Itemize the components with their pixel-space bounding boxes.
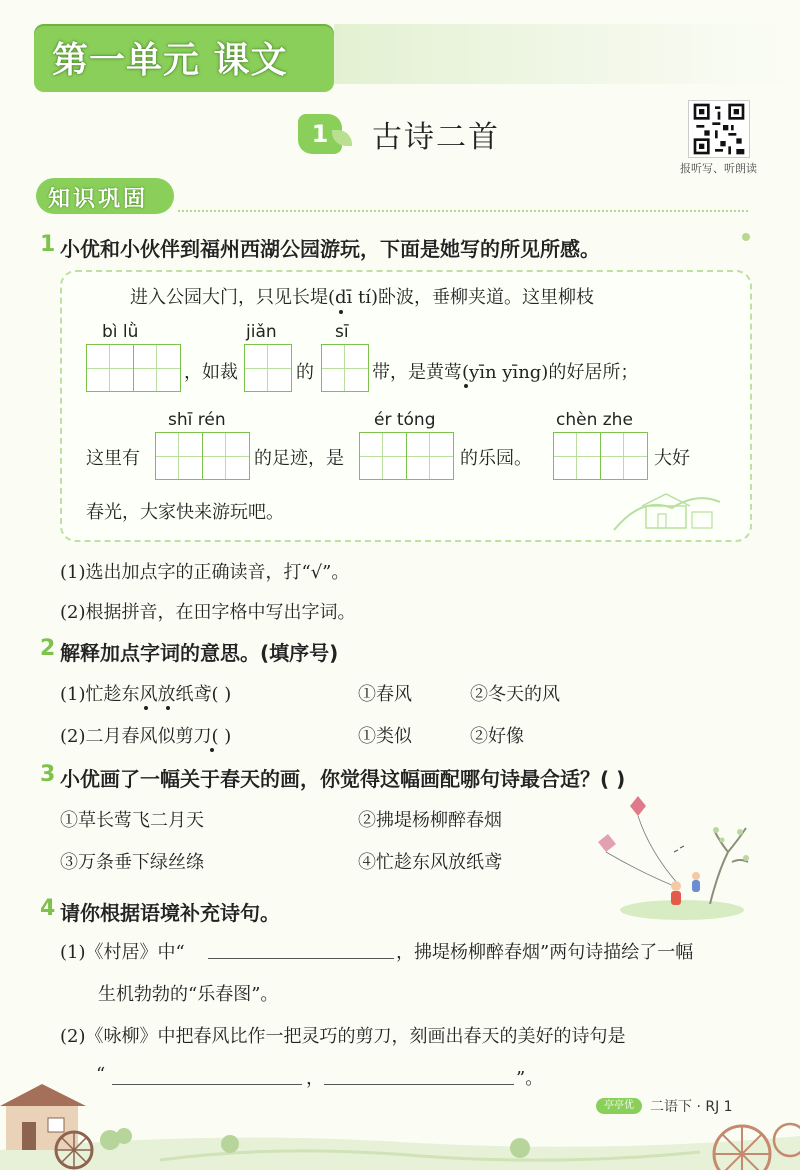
tianzige-box[interactable] — [86, 344, 134, 392]
q2-item2-opt1: ①类似 — [358, 726, 412, 747]
tianzige-box[interactable] — [321, 344, 369, 392]
lesson-number-badge: 1 — [298, 114, 342, 154]
q4-sub2-comma: ， — [306, 1068, 324, 1089]
tianzige-box[interactable] — [133, 344, 181, 392]
text-rujai: ，如裁 — [184, 362, 238, 383]
q4-sub2-open-quote: “ — [96, 1064, 106, 1085]
q2-item1-opt1: ①春风 — [358, 684, 412, 705]
tianzige-box[interactable] — [553, 432, 601, 480]
page-footer: 二语下 · RJ 1 — [650, 1099, 733, 1115]
kite-flying-illustration — [590, 792, 750, 922]
qr-caption: 报听写、听朗读 — [680, 162, 757, 175]
q2-item1-text: (1)忙趁东风放纸鸢( ) — [60, 684, 232, 705]
qr-code-icon[interactable] — [688, 100, 750, 158]
q4-sub2-text: (2)《咏柳》中把春风比作一把灵巧的剪刀，刻画出春天的美好的诗句是 — [60, 1026, 626, 1047]
q3-prompt: 小优画了一幅关于春天的画，你觉得这幅画配哪句诗最合适？( ) — [60, 767, 626, 791]
divider-dot — [742, 233, 750, 241]
q1-prompt: 小优和小伙伴到福州西湖公园游玩，下面是她写的所见所感。 — [60, 237, 600, 261]
q1-number: 1 — [40, 232, 56, 257]
text-dahao: 大好 — [654, 448, 690, 469]
emphasis-dot — [339, 310, 343, 314]
pinyin-si: sī — [335, 322, 349, 342]
tianzige-box[interactable] — [600, 432, 648, 480]
house-decoration-icon — [612, 488, 722, 532]
q2-item2-opt2: ②好像 — [470, 726, 524, 747]
q3-option-3: ③万条垂下绿丝绦 — [60, 852, 204, 873]
emphasis-dot — [166, 706, 170, 710]
pinyin-jian: jiǎn — [246, 322, 277, 342]
q4-prompt: 请你根据语境补充诗句。 — [60, 901, 280, 925]
text-zuji: 的足迹，是 — [254, 448, 344, 469]
tianzige-box[interactable] — [202, 432, 250, 480]
q3-option-4: ④忙趁东风放纸鸢 — [358, 852, 502, 873]
header-band — [334, 24, 800, 84]
q4-number: 4 — [40, 896, 56, 921]
village-scenery-illustration — [0, 1070, 800, 1170]
passage-last-line: 春光，大家快来游玩吧。 — [86, 502, 284, 523]
answer-blank[interactable] — [208, 958, 394, 959]
passage-line1: 进入公园大门，只见长堤(dī tí)卧波，垂柳夹道。这里柳枝 — [130, 287, 595, 308]
q2-item1-opt2: ②冬天的风 — [470, 684, 560, 705]
q3-option-2: ②拂堤杨柳醉春烟 — [358, 810, 502, 831]
pinyin-bilu: bì lǜ — [102, 322, 139, 342]
unit-title: 第一单元 课文 — [52, 40, 288, 81]
q3-number: 3 — [40, 762, 56, 787]
text-de: 的 — [296, 362, 314, 383]
tianzige-box[interactable] — [244, 344, 292, 392]
lesson-title: 古诗二首 — [372, 120, 500, 155]
tianzige-box[interactable] — [406, 432, 454, 480]
q4-sub2-close-quote: ”。 — [516, 1068, 544, 1089]
pinyin-shiren: shī rén — [168, 410, 226, 430]
q2-item2-text: (2)二月春风似剪刀( ) — [60, 726, 232, 747]
pinyin-ertong: ér tóng — [374, 410, 436, 430]
tianzige-box[interactable] — [359, 432, 407, 480]
emphasis-dot — [464, 384, 468, 388]
section-divider — [178, 210, 748, 212]
brand-tag: 亭亭优 — [596, 1098, 642, 1114]
text-dai: 带，是黄莺(yīn yīng)的好居所； — [372, 362, 639, 383]
q2-prompt: 解释加点字词的意思。(填序号) — [60, 641, 339, 665]
tianzige-box[interactable] — [155, 432, 203, 480]
emphasis-dot — [144, 706, 148, 710]
pinyin-chenzhe: chèn zhe — [556, 410, 633, 430]
section-title: 知识巩固 — [48, 187, 149, 212]
q4-sub1-end: 生机勃勃的“乐春图”。 — [98, 984, 279, 1005]
q4-sub1-start: (1)《村居》中“ — [60, 942, 185, 963]
text-leyuan: 的乐园。 — [460, 448, 532, 469]
q3-option-1: ①草长莺飞二月天 — [60, 810, 204, 831]
q1-sub1: (1)选出加点字的正确读音，打“√”。 — [60, 562, 350, 583]
q2-number: 2 — [40, 636, 56, 661]
emphasis-dot — [210, 748, 214, 752]
text-zheli: 这里有 — [86, 448, 140, 469]
q1-sub2: (2)根据拼音，在田字格中写出字词。 — [60, 602, 356, 623]
q4-sub1-mid: ，拂堤杨柳醉春烟”两句诗描绘了一幅 — [396, 942, 694, 963]
